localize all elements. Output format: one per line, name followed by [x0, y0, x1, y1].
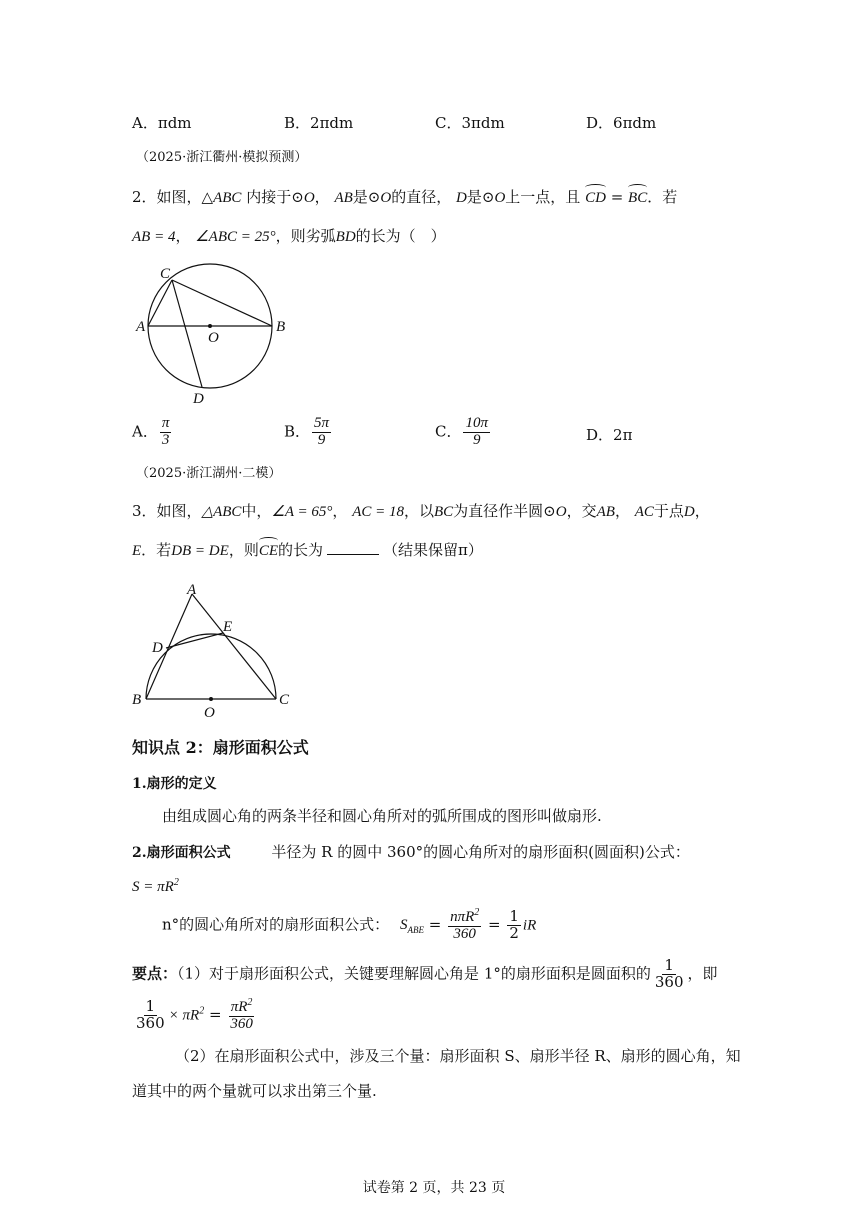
s-sub: ABE: [407, 925, 424, 936]
frac-num: 1: [664, 956, 674, 974]
q3-bc: BC: [434, 504, 454, 520]
n-text: n°的圆心角所对的扇形面积公式：: [162, 915, 390, 934]
q2-number: 2．如图，: [132, 188, 202, 206]
q3-text: 的长为: [278, 541, 324, 559]
q3-text: 于点: [653, 502, 684, 520]
q3-text: ，则: [228, 541, 259, 559]
q2-text: ，则劣弧: [275, 227, 336, 245]
formula-line: [132, 843, 690, 862]
frac-num-text: nπR: [450, 909, 475, 925]
q3-text: 为直径作半圆⊙: [453, 502, 556, 520]
q2-option-b: [284, 416, 333, 449]
q2-line2: AB = 4， ∠ABC = 25°，则劣弧BD的长为（ ）: [132, 227, 446, 245]
q2-text: 是: [352, 188, 368, 206]
frac-num: $\pi R^2$: [230, 997, 253, 1015]
q2-option-label: B．: [284, 422, 311, 441]
q3-ab: AB: [596, 504, 615, 520]
frac-den: 2: [509, 923, 519, 942]
frac-num: 5π: [314, 415, 330, 431]
q1-option-d: D．6πdm: [586, 114, 657, 132]
frac-den: 9: [317, 431, 326, 448]
label-o: O: [204, 705, 215, 720]
circle-area-formula: $S = \pi R^2$: [132, 877, 179, 895]
q3-d: D: [683, 504, 695, 520]
ir: iR: [522, 917, 537, 934]
q2-angle-eq: ∠ABC = 25°: [195, 229, 276, 245]
q3-db-eq: DB = DE: [171, 543, 229, 559]
q2-circle-figure: [130, 260, 300, 410]
frac-num: π: [161, 415, 170, 431]
label-d: D: [152, 640, 163, 656]
def-title: 1.扇形的定义: [132, 776, 217, 792]
page-footer: 试卷第 2 页，共 23 页: [362, 1180, 506, 1196]
chord-cd: [172, 280, 202, 387]
q3-number: 3．如图，: [132, 502, 202, 520]
fraction: [653, 958, 686, 991]
fraction: [160, 416, 172, 449]
q3-angle: ∠A = 65°: [271, 504, 333, 520]
q1-option-c: C．3πdm: [435, 114, 505, 132]
key-label: 要点：: [132, 964, 178, 983]
q2-option-c: [435, 416, 492, 449]
frac-num: 10π: [465, 415, 488, 431]
q2-option-label: C．: [435, 422, 462, 441]
fraction: [463, 416, 490, 449]
frac-num: 1: [145, 997, 156, 1015]
q3-ac-eq: AC = 18: [352, 504, 404, 520]
q3-text: ，以: [403, 502, 434, 520]
frac-num: 1: [509, 907, 519, 925]
arc-ce: CE: [258, 543, 278, 559]
center-point: [208, 324, 212, 328]
fraction: [312, 416, 331, 449]
key-point-2-line1: （2）在扇形面积公式中，涉及三个量：扇形面积 S、扇形半径 R、扇形的圆心角，知: [175, 1047, 741, 1065]
frac-num-text: πR: [230, 999, 248, 1015]
q3-tri: △ABC: [201, 504, 242, 520]
key-point-1: [132, 958, 718, 991]
q3-text: ．若: [141, 541, 172, 559]
answer-blank: [327, 554, 379, 555]
chord-ac: [148, 280, 172, 326]
side-ac: [192, 594, 276, 699]
key-equation: $\frac{1}{360}$ × $\pi R^2$ = $\frac{\pi R^2}{360}$: [136, 997, 253, 1032]
q3-semicircle-figure: [126, 580, 301, 720]
section-title: 知识点 2：扇形面积公式: [132, 738, 309, 757]
q2-option-label: A．: [132, 422, 158, 441]
fraction: [228, 998, 255, 1033]
key-text: ，即: [687, 964, 718, 983]
label-c: C: [160, 266, 171, 282]
q3-line2: [132, 541, 483, 560]
q1-option-a: A．πdm: [132, 114, 192, 132]
fraction: [448, 908, 481, 943]
label-a: A: [187, 582, 197, 598]
q2-line1: 2．如图，△ABC 内接于⊙O， AB是⊙O的直径， D是⊙O上一点，且 CD = BC．若: [132, 188, 678, 206]
center-point: [209, 697, 213, 701]
q2-option-d: D．2π: [586, 426, 633, 444]
frac-den: 360: [136, 1013, 165, 1032]
s-letter: S: [399, 917, 408, 934]
frac-num: nπR$^2$: [450, 907, 480, 925]
key-point-2-line2: 道其中的两个量就可以求出第三个量.: [132, 1082, 377, 1100]
q2-source: （2025·浙江衢州·模拟预测）: [136, 150, 308, 165]
q2-ab-eq: AB = 4: [132, 229, 176, 245]
frac-den: 360: [230, 1015, 253, 1032]
fraction: [507, 909, 521, 942]
q3-text: ，交: [566, 502, 597, 520]
label-e: E: [223, 619, 233, 635]
key-text: （1）对于扇形面积公式，关键要理解圆心角是 1°的扇形面积是圆面积的: [177, 964, 651, 983]
semicircle-o: [146, 634, 276, 699]
q3-ac: AC: [634, 504, 654, 520]
label-d: D: [193, 391, 204, 407]
formula-text: 半径为 R 的圆中 360°的圆心角所对的扇形面积(圆面积)公式：: [271, 843, 690, 861]
frac-den: 3: [161, 431, 170, 448]
q3-e: E: [132, 543, 142, 559]
q3-source: （2025·浙江湖州·二模）: [136, 466, 282, 481]
formula-title: 2.扇形面积公式: [132, 845, 231, 861]
q2-text: 上一点，且: [505, 188, 581, 206]
q2-text: ．若: [647, 188, 678, 206]
fraction: [134, 999, 167, 1032]
q2-bd: BD: [335, 229, 356, 245]
arc-bc: BC: [628, 190, 648, 206]
q1-option-b: B．2πdm: [284, 114, 354, 132]
q2-text: 的长为（ ）: [355, 227, 446, 245]
label-c: C: [279, 692, 290, 708]
arc-cd: CD: [585, 190, 606, 206]
frac-den: 360: [654, 972, 684, 991]
sector-formula-line: n°的圆心角所对的扇形面积公式： $S_{ABE}$ = $\frac{n\pi R^2}{360}$ = $\frac{1}{2}$ iR: [162, 907, 537, 942]
label-a: A: [136, 319, 146, 335]
formula-s: S = πR: [132, 879, 174, 895]
q3-text: 中，: [241, 502, 272, 520]
q2-text: 的直径，: [391, 188, 452, 206]
s-abe: [399, 917, 424, 936]
label-b: B: [276, 319, 286, 335]
q2-option-a: [132, 416, 173, 449]
q3-o: O: [555, 504, 567, 520]
label-o: O: [208, 330, 219, 346]
def-text: 由组成圆心角的两条半径和圆心角所对的弧所围成的图形叫做扇形.: [162, 807, 602, 825]
frac-den: 9: [472, 431, 481, 448]
q3-text: （结果保留π）: [383, 541, 483, 559]
q2-text: 内接于: [246, 188, 292, 206]
q3-line1: 3．如图，△ABC中，∠A = 65°， AC = 18，以BC为直径作半圆⊙O，交AB， AC于点D，: [132, 502, 710, 520]
q2-text: 是: [466, 188, 482, 206]
chord-cb: [172, 280, 272, 326]
label-b: B: [132, 692, 142, 708]
eq-mid: × πR: [168, 1007, 200, 1024]
frac-den: 360: [453, 925, 476, 942]
